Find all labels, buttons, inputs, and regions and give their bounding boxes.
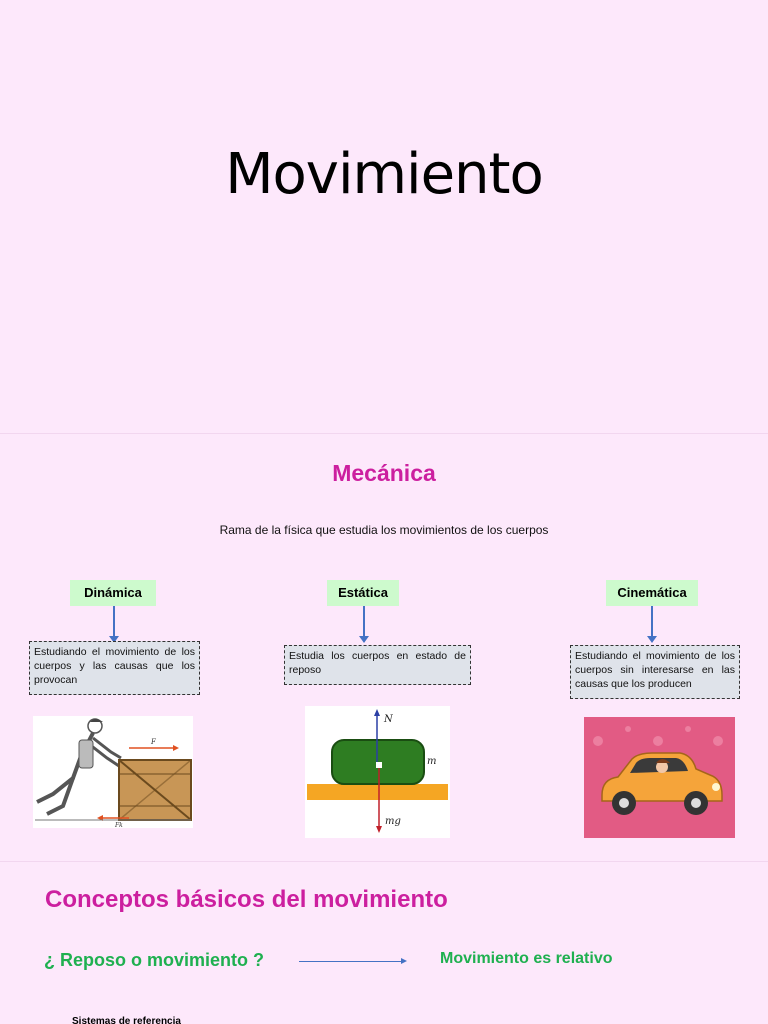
dynamics-illustration <box>33 716 193 828</box>
motion-relative-answer: Movimiento es relativo <box>440 950 613 967</box>
concepts-title: Conceptos básicos del movimiento <box>45 886 448 913</box>
slide-conceptos <box>0 862 768 1024</box>
label-estatica: Estática <box>327 580 399 606</box>
arrow-down-icon <box>651 606 653 637</box>
rest-or-motion-question: ¿ Reposo o movimiento ? <box>44 950 265 970</box>
mecanica-title: Mecánica <box>332 460 436 486</box>
label-dinamica: Dinámica <box>70 580 156 606</box>
mass-label: m <box>427 756 437 767</box>
arrow-right-icon <box>299 961 401 962</box>
desc-cinematica: Estudiando el movimiento de los cuerpos sin interesarse en las causas que los producen <box>570 645 740 699</box>
weight-label: mg <box>385 816 401 827</box>
kinematics-car-illustration <box>584 717 735 838</box>
arrow-down-icon <box>113 606 115 637</box>
arrow-down-icon <box>363 606 365 637</box>
reference-systems-label: Sistemas de referencia <box>72 1016 181 1024</box>
slide-mecanica <box>0 434 768 861</box>
statics-diagram <box>305 706 450 838</box>
main-title: Movimiento <box>225 142 543 207</box>
force-label: F <box>151 738 156 746</box>
friction-label: Fk <box>115 822 123 828</box>
desc-dinamica: Estudiando el movimiento de los cuerpos y las causas que los provocan <box>29 641 200 695</box>
normal-force-label: N <box>384 714 393 725</box>
desc-estatica: Estudia los cuerpos en estado de reposo <box>284 645 471 685</box>
label-cinematica: Cinemática <box>606 580 698 606</box>
mecanica-subtitle: Rama de la física que estudia los movimientos de los cuerpos <box>219 523 549 537</box>
slide-title <box>0 0 768 433</box>
